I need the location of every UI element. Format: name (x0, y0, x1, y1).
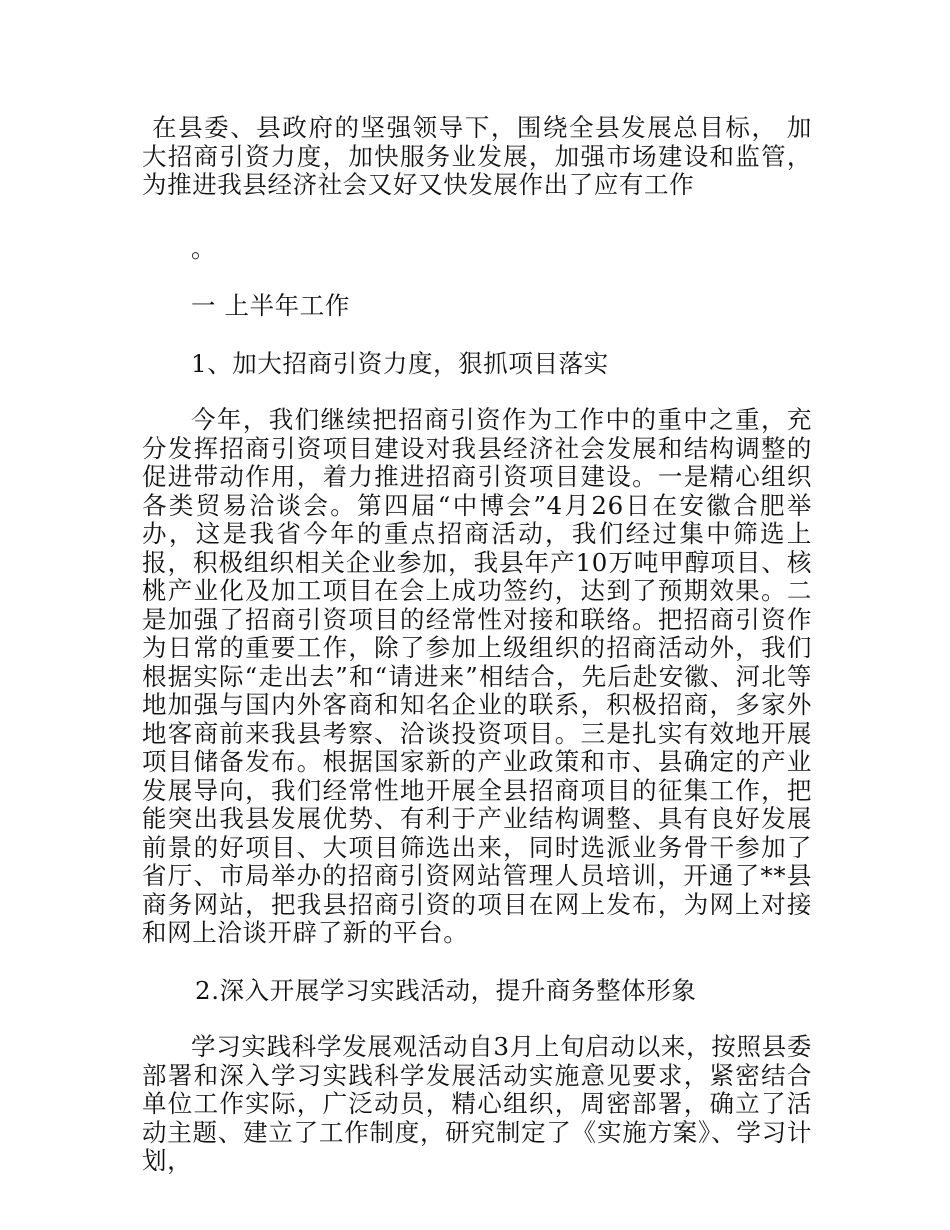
subheading-investment: 1、加大招商引资力度，狠抓项目落实 (191, 348, 609, 378)
document-page (142, 114, 812, 1176)
paragraph-investment: 今年，我们继续把招商引资作为工作中的重中之重，充分发挥招商引资项目建设对我县经济社会发展和结构调整的促进带动作用，着力推进招商引资项目建设。一是精心组织各类贸易洽谈会。第四届“中博会”4月26日在安徽合肥举办，这是我省今年的重点招商活动，我们经过集中筛选上报，积极组织相关企业参加，我县年产10万吨甲醇项目、核桃产业化及加工项目在会上成功签约，达到了预期效果。二是加强了招商引资项目的经常性对接和联络。把招商引资作为日常的重要工作，除了参加上级组织的招商活动外，我们根据实际“走出去”和“请进来”相结合，先后赴安徽、河北等地加强与国内外客商和知名企业的联系，积极招商，多家外地客商前来我县考察、洽谈投资项目。三是扎实有效地开展项目储备发布。根据国家新的产业政策和市、县确定的产业发展导向，我们经常性地开展全县招商项目的征集工作，把能突出我县发展优势、有利于产业结构调整、具有良好发展前景的好项目、大项目筛选出来，同时选派业务骨干参加了省厅、市局举办的招商引资网站管理人员培训，开通了**县商务网站，把我县招商引资的项目在网上发布，为网上对接和网上洽谈开辟了新的平台。 (142, 405, 812, 947)
paragraph-learning-practice: 学习实践科学发展观活动自3月上旬启动以来，按照县委部署和深入学习实践科学发展活动实施意见要求，紧密结合单位工作实际，广泛动员，精心组织，周密部署，确立了活动主题、建立了工作制度，研究制定了《实施方案》、学习计划， (142, 1032, 812, 1175)
intro-paragraph: 在县委、县政府的坚强领导下，围绕全县发展总目标， 加大招商引资力度，加快服务业发展，加强市场建设和监管，为推进我县经济社会又好又快发展作出了应有工作 (142, 113, 812, 199)
trailing-period: 。 (191, 233, 217, 263)
section-heading: 一 上半年工作 (191, 291, 350, 320)
subheading-learning-practice: 2.深入开展学习实践活动，提升商务整体形象 (195, 975, 697, 1005)
